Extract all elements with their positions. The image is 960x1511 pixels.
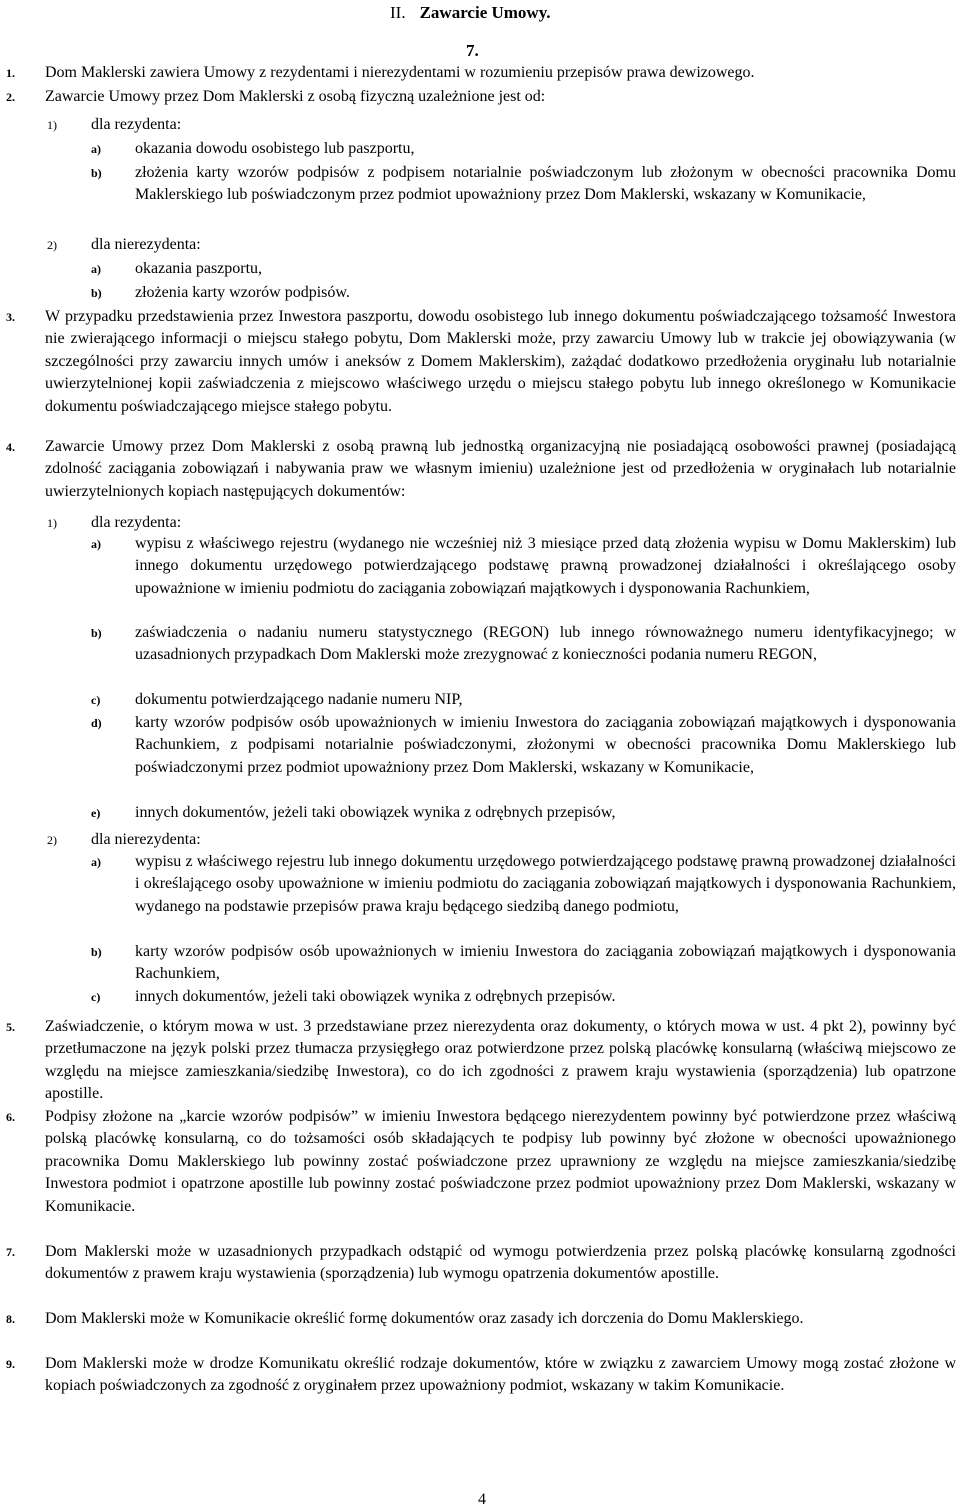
subpoint-number: 2) — [47, 238, 57, 252]
paragraph-number: 1. — [6, 66, 15, 80]
paragraph-number: 9. — [6, 1357, 15, 1371]
paragraph-3 — [6, 306, 956, 418]
paragraph-text: Dom Maklerski może w drodze Komunikatu określić rodzaje dokumentów, które w związku z zawarciem Umowy mogą zostać złożone w kopiach poświadczonych za zgodność z oryginałem przez upoważniony podmiot, wskazany w takim Komunikacie. — [45, 1355, 956, 1395]
item-letter: e) — [91, 806, 101, 820]
paragraph-number: 2. — [6, 90, 15, 104]
subpoint-number: 1) — [47, 516, 57, 530]
p4-s2-item-a — [91, 851, 956, 918]
paragraph-number: 4. — [6, 440, 15, 454]
paragraph-text: Dom Maklerski zawiera Umowy z rezydentami i nierezydentami w rozumieniu przepisów prawa dewizowego. — [45, 64, 755, 81]
paragraph-5 — [6, 1016, 956, 1106]
p4-s1-item-c — [91, 689, 956, 711]
item-text: złożenia karty wzorów podpisów. — [135, 284, 350, 301]
item-text: wypisu z właściwego rejestru (wydanego nie wcześniej niż 3 miesiące przed datą złożenia wypisu w Domu Maklerskim) lub innego dokumentu urzędowego potwierdzającego podstawę prawną prowadzonej działalności i określającego osoby upoważnione w imieniu podmiotu do zaciągania zobowiązań majątkowych i dysponowania Rachunkiem, — [135, 535, 956, 597]
item-letter: c) — [91, 693, 101, 707]
item-letter: a) — [91, 142, 101, 156]
subpoint-text: dla nierezydenta: — [91, 831, 201, 848]
paragraph-8 — [6, 1308, 956, 1330]
paragraph-text: Dom Maklerski może w Komunikacie określić formę dokumentów oraz zasady ich dorczenia do Domu Maklerskiego. — [45, 1310, 804, 1327]
item-text: innych dokumentów, jeżeli taki obowiązek wynika z odrębnych przepisów. — [135, 988, 616, 1005]
p4-subpoint-2 — [47, 829, 952, 851]
paragraph-7 — [6, 1241, 956, 1286]
paragraph-1 — [6, 62, 956, 84]
subpoint-text: dla nierezydenta: — [91, 236, 201, 253]
p2-s1-item-b — [91, 162, 956, 207]
item-letter: a) — [91, 855, 101, 869]
paragraph-text: Podpisy złożone na „karcie wzorów podpisów” w imieniu Inwestora będącego nierezydentem powinny być potwierdzone przez właściwą polską placówkę konsularną, co do tożsamości osób składających te podpisy lub powinny być złożone w obecności upoważnionego pracownika Domu Maklerskiego lub powinny zostać poświadczone przez uprawniony ze względu na miejsce zamieszkania/siedzibę Inwestora podmiot i opatrzone apostille lub powinny zostać poświadczone przez podmiot upoważniony przez Dom Maklerski, wskazany w Komunikacie. — [45, 1108, 956, 1215]
paragraph-number: 6. — [6, 1110, 15, 1124]
item-text: wypisu z właściwego rejestru lub innego dokumentu urzędowego potwierdzającego podstawę prawną prowadzonej działalności i określającego osoby upoważnione w imieniu podmiotu do zaciągania zobowiązań majątkowych i dysponowania Rachunkiem, wydanego na podstawie przepisów prawa kraju będącego siedzibą danego podmiotu, — [135, 853, 956, 915]
paragraph-4 — [6, 436, 956, 503]
item-letter: a) — [91, 262, 101, 276]
subpoint-number: 1) — [47, 118, 57, 132]
item-letter: b) — [91, 286, 102, 300]
p4-s2-item-b — [91, 941, 956, 986]
item-text: złożenia karty wzorów podpisów z podpisem notarialnie poświadczonym lub złożonym w obecności pracownika Domu Maklerskiego lub poświadczonym przez podmiot upoważniony przez Dom Maklerski, wskazany w Komunikacie, — [135, 164, 956, 204]
item-text: karty wzorów podpisów osób upoważnionych w imieniu Inwestora do zaciągania zobowiązań majątkowych i dysponowania Rachunkiem, — [135, 943, 956, 983]
p4-s1-item-b — [91, 622, 956, 667]
p2-subpoint-2 — [47, 234, 952, 256]
item-text: dokumentu potwierdzającego nadanie numeru NIP, — [135, 691, 463, 708]
item-text: okazania dowodu osobistego lub paszportu, — [135, 140, 415, 157]
paragraph-number: 3. — [6, 310, 15, 324]
paragraph-text: Zaświadczenie, o którym mowa w ust. 3 przedstawiane przez nierezydenta oraz dokumenty, o których mowa w ust. 4 pkt 2), powinny być przetłumaczone na język polski przez tłumacza przysięgłego oraz potwierdzone przez polską placówkę konsularną (właściwą miejscowo ze względu na miejsce zamieszkania/siedzibę Inwestora), co do ich zgodności z prawem kraju wystawienia (sporządzenia) lub opatrzone apostille. — [45, 1018, 956, 1103]
paragraph-text: W przypadku przedstawienia przez Inwestora paszportu, dowodu osobistego lub innego dokumentu poświadczającego tożsamość Inwestora nie zwierającego informacji o miejscu stałego pobytu, Dom Maklerski może, przy zawarciu Umowy lub w trakcie jej obowiązywania (w szczególności przy zawarciu innych umów i aneksów z Domem Maklerskim), zażądać dodatkowo przedłożenia oryginału lub notarialnie uwierzytelnionej kopii zaświadczenia z miejscowo właściwego urzędu o miejscu stałego pobytu lub innego określonego w Komunikacie dokumentu poświadczającego miejsce stałego pobytu. — [45, 308, 956, 415]
paragraph-9 — [6, 1353, 956, 1398]
p4-s2-item-c — [91, 986, 956, 1008]
item-letter: b) — [91, 945, 102, 959]
page-number: 4 — [478, 1491, 486, 1508]
article-number: 7. — [466, 41, 479, 60]
p4-s1-item-e — [91, 802, 956, 824]
p2-s2-item-a — [91, 258, 956, 280]
paragraph-number: 5. — [6, 1020, 15, 1034]
p4-subpoint-1 — [47, 512, 952, 534]
item-text: zaświadczenia o nadaniu numeru statystycznego (REGON) lub innego równoważnego numeru identyfikacyjnego; w uzasadnionych przypadkach Dom Maklerski może zrezygnować z konieczności podania numeru REGON, — [135, 624, 956, 664]
subpoint-number: 2) — [47, 833, 57, 847]
p2-s2-item-b — [91, 282, 956, 304]
paragraph-text: Zawarcie Umowy przez Dom Maklerski z osobą prawną lub jednostką organizacyjną nie posiadającą osobowości prawnej (posiadającą zdolność zaciągania zobowiązań i nabywania praw we własnym imieniu) uzależnione jest od przedłożenia w oryginałach lub notarialnie uwierzytelnionych kopiach następujących dokumentów: — [45, 438, 956, 500]
p4-s1-item-a — [91, 533, 956, 600]
paragraph-6 — [6, 1106, 956, 1218]
section-title: Zawarcie Umowy. — [419, 3, 551, 22]
item-letter: b) — [91, 626, 102, 640]
p2-subpoint-1 — [47, 114, 952, 136]
paragraph-text: Zawarcie Umowy przez Dom Maklerski z osobą fizyczną uzależnione jest od: — [45, 88, 546, 105]
subpoint-text: dla rezydenta: — [91, 116, 182, 133]
p4-s1-item-d — [91, 712, 956, 779]
item-letter: b) — [91, 166, 102, 180]
item-letter: d) — [91, 716, 102, 730]
paragraph-text: Dom Maklerski może w uzasadnionych przypadkach odstąpić od wymogu potwierdzenia przez polską placówkę konsularną zgodności dokumentów z prawem kraju wystawienia (sporządzenia) lub wymogu opatrzenia dokumentów apostille. — [45, 1243, 956, 1283]
subpoint-text: dla rezydenta: — [91, 514, 182, 531]
section-number: II. — [390, 3, 406, 22]
section-heading — [390, 0, 551, 26]
item-text: innych dokumentów, jeżeli taki obowiązek wynika z odrębnych przepisów, — [135, 804, 616, 821]
p2-s1-item-a — [91, 138, 956, 160]
item-letter: c) — [91, 990, 101, 1004]
paragraph-2 — [6, 86, 956, 108]
item-text: karty wzorów podpisów osób upoważnionych w imieniu Inwestora do zaciągania zobowiązań majątkowych i dysponowania Rachunkiem, z podpisami notarialnie poświadczonymi, złożonymi w obecności pracownika Domu Maklerskiego lub poświadczonymi przez podmiot upoważniony przez Dom Maklerski, wskazany w Komunikacie, — [135, 714, 956, 776]
item-letter: a) — [91, 537, 101, 551]
paragraph-number: 8. — [6, 1312, 15, 1326]
item-text: okazania paszportu, — [135, 260, 263, 277]
paragraph-number: 7. — [6, 1245, 15, 1259]
